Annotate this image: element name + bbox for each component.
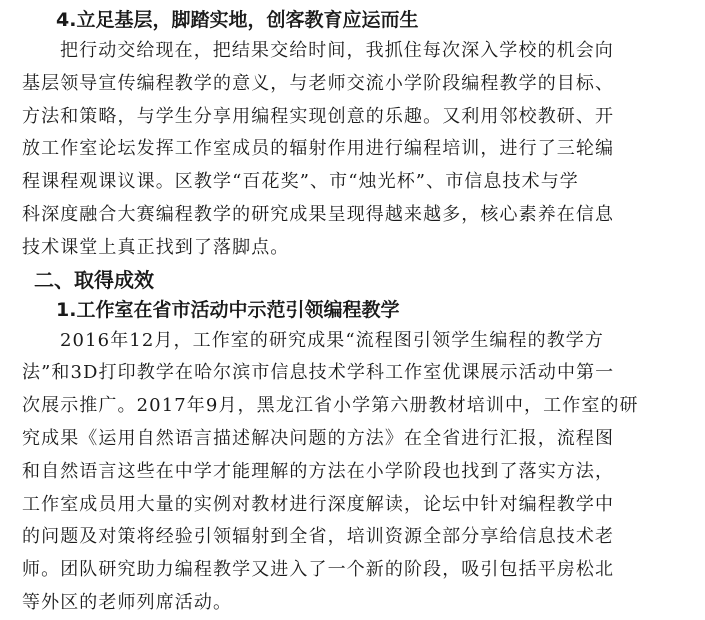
paragraph-line: 究成果《运用自然语言描述解决问题的方法》在全省进行汇报，流程图 [22, 427, 615, 449]
paragraph-line: 和自然语言这些在中学才能理解的方法在小学阶段也找到了落实方法， [22, 460, 615, 482]
paragraph-line: 2016年12月，工作室的研究成果“流程图引领学生编程的教学方 [60, 329, 605, 351]
paragraph-line: 师。团队研究助力编程教学又进入了一个新的阶段，吸引包括平房松北 [22, 559, 615, 581]
paragraph-line: 次展示推广。2017年9月，黑龙江省小学第六册教材培训中，工作室的研 [22, 395, 639, 417]
paragraph-line: 基层领导宣传编程教学的意义，与老师交流小学阶段编程教学的目标、 [22, 72, 615, 94]
paragraph-line: 程课程观课议课。区教学“百花奖”、市“烛光杯”、市信息技术与学 [22, 171, 579, 193]
paragraph-line: 方法和策略，与学生分享用编程实现创意的乐趣。又利用邻校教研、开 [22, 105, 615, 127]
paragraph-line: 技术课堂上真正找到了落脚点。 [22, 236, 290, 258]
section-4-heading: 4.立足基层，脚踏实地，创客教育应运而生 [56, 9, 419, 31]
paragraph-line: 法”和3D打印教学在哈尔滨市信息技术学科工作室优课展示活动中第一 [22, 362, 615, 384]
paragraph-line: 的问题及对策将经验引领辐射到全省，培训资源全部分享给信息技术老 [22, 526, 615, 548]
paragraph-line: 把行动交给现在，把结果交给时间，我抓住每次深入学校的机会向 [60, 40, 614, 61]
paragraph-line: 科深度融合大赛编程教学的研究成果呈现得越来越多，核心素养在信息 [22, 203, 615, 225]
paragraph-line: 放工作室论坛发挥工作室成员的辐射作用进行编程培训，进行了三轮编 [22, 138, 615, 160]
paragraph-line: 等外区的老师列席活动。 [22, 591, 233, 613]
section-two-1-heading: 1.工作室在省市活动中示范引领编程教学 [56, 298, 400, 321]
section-4-paragraph [22, 35, 687, 265]
section-two-1-paragraph [22, 325, 687, 620]
paragraph-line: 工作室成员用大量的实例对教材进行深度解读，论坛中针对编程教学中 [22, 493, 615, 515]
section-two-heading: 二、取得成效 [34, 267, 154, 292]
